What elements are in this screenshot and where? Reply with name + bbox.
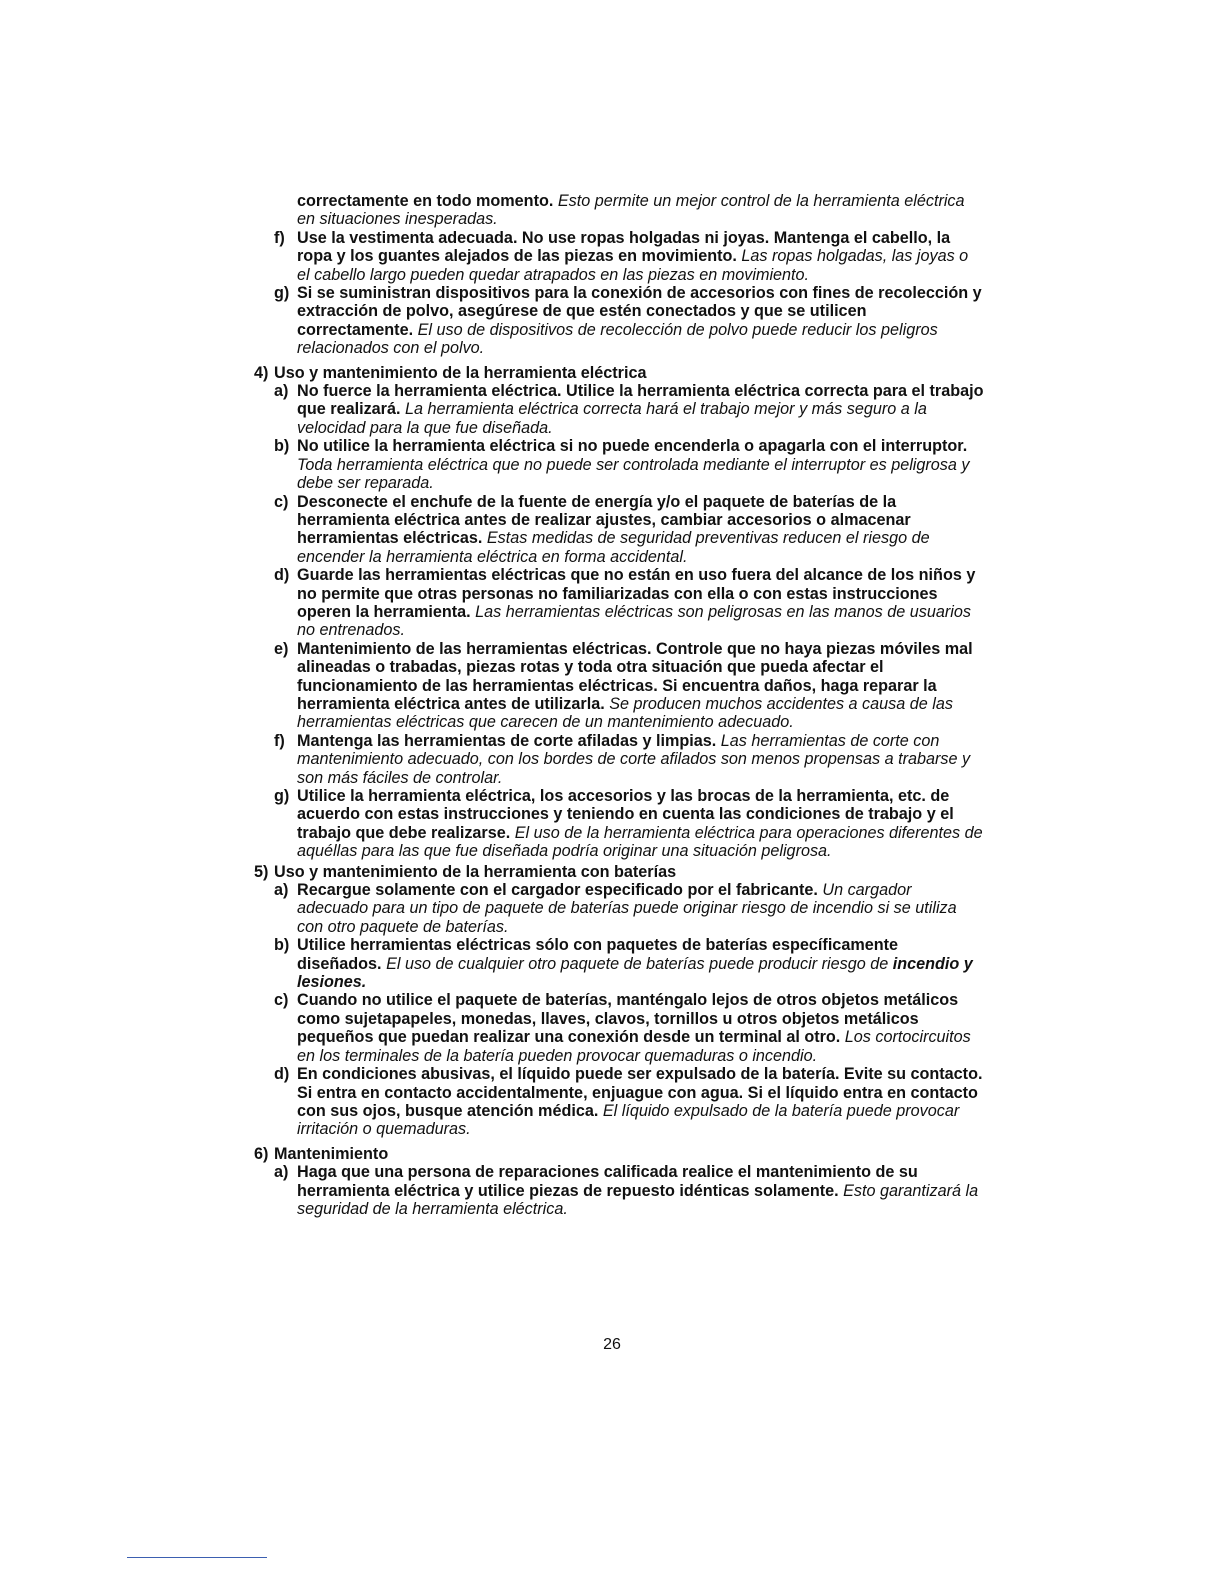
item-bold: Haga que una persona de reparaciones calificada realice el mantenimiento de su herramienta eléctrica y utilice piezas de repuesto idénticas solamente.	[297, 1163, 918, 1200]
list-item	[254, 787, 984, 861]
item-italic: La herramienta eléctrica correcta hará el trabajo mejor y más seguro a la velocidad para la que fue diseñada.	[297, 400, 927, 437]
item-bold-italic: incendio y lesiones.	[297, 954, 973, 992]
list-item	[254, 566, 984, 640]
item-italic: Las herramientas eléctricas son peligrosas en las manos de usuarios no entrenados.	[297, 602, 971, 640]
section-title: Mantenimiento	[274, 1144, 389, 1163]
list-item	[254, 1065, 984, 1139]
list-item	[254, 936, 984, 991]
item-bold: No fuerce la herramienta eléctrica. Utilice la herramienta eléctrica correcta para el trabajo que realizará.	[297, 382, 984, 419]
item-italic: Se producen muchos accidentes a causa de las herramientas eléctricas que carecen de un mantenimiento adecuado.	[297, 694, 953, 732]
item-letter: a)	[274, 881, 289, 900]
item-bold: Recargue solamente con el cargador especificado por el fabricante.	[297, 881, 818, 900]
item-italic: Estas medidas de seguridad preventivas reducen el riesgo de encender la herramienta eléctrica en forma accidental.	[297, 529, 930, 566]
item-letter: d)	[274, 1065, 290, 1084]
item-letter: f)	[274, 731, 285, 750]
item-italic: El líquido expulsado de la batería puede provocar irritación o quemaduras.	[297, 1101, 960, 1139]
item-letter: f)	[274, 228, 285, 247]
section-heading-6	[254, 1145, 984, 1163]
item-italic: Las herramientas de corte con mantenimiento adecuado, con los bordes de corte afilados son menos propensas a trabarse y son más fáciles de controlar.	[297, 731, 971, 787]
list-item	[254, 284, 984, 358]
item-bold: Utilice herramientas eléctricas sólo con paquetes de baterías específicamente diseñados.	[297, 936, 898, 973]
intro-italic: Esto permite un mejor control de la herramienta eléctrica en situaciones inesperadas.	[297, 192, 965, 229]
section-number: 6)	[254, 1144, 269, 1163]
list-item	[254, 493, 984, 567]
list-item	[254, 382, 984, 437]
item-letter: d)	[274, 566, 290, 585]
item-bold: Mantenga las herramientas de corte afiladas y limpias.	[297, 731, 717, 750]
section-title: Uso y mantenimiento de la herramienta eléctrica	[274, 363, 647, 382]
item-letter: b)	[274, 437, 290, 456]
item-italic: El uso de cualquier otro paquete de baterías puede producir riesgo de	[386, 954, 889, 973]
item-italic: Esto garantizará la seguridad de la herramienta eléctrica.	[297, 1181, 979, 1218]
item-letter: c)	[274, 492, 289, 511]
section-heading-4	[254, 364, 984, 382]
item-italic: Los cortocircuitos en los terminales de la batería pueden provocar quemaduras o incendio.	[297, 1028, 971, 1065]
section-number: 5)	[254, 862, 269, 881]
item-bold: Mantenimiento de las herramientas eléctricas. Controle que no haya piezas móviles mal alineadas o trabadas, piezas rotas y toda otra situación que pueda afectar el funcionamiento de las herramientas eléctricas. Si encuentra daños, haga reparar la herramienta eléctrica antes de utilizarla.	[297, 639, 973, 713]
footer-rule	[127, 1557, 267, 1558]
item-italic: Las ropas holgadas, las joyas o el cabello largo pueden quedar atrapados en las piezas en movimiento.	[297, 247, 969, 284]
item-letter: c)	[274, 991, 289, 1010]
list-item	[254, 732, 984, 787]
item-bold: No utilice la herramienta eléctrica si no puede encenderla o apagarla con el interruptor.	[297, 437, 968, 456]
item-italic: El uso de la herramienta eléctrica para operaciones diferentes de aquéllas para las que fue diseñada podría originar una situación peligrosa.	[297, 823, 983, 861]
item-bold: Si se suministran dispositivos para la conexión de accesorios con fines de recolección y extracción de polvo, asegúrese de que estén conectados y que se utilicen correctamente.	[297, 284, 982, 339]
section-title: Uso y mantenimiento de la herramienta con baterías	[274, 862, 677, 881]
item-italic: Un cargador adecuado para un tipo de paquete de baterías puede originar riesgo de incendio si se utiliza con otro paquete de baterías.	[297, 881, 957, 936]
item-letter: a)	[274, 382, 289, 401]
item-bold: Desconecte el enchufe de la fuente de energía y/o el paquete de baterías de la herramienta eléctrica antes de realizar ajustes, cambiar accesorios o almacenar herramientas eléctricas.	[297, 492, 911, 548]
page-content	[254, 192, 984, 1218]
item-bold: En condiciones abusivas, el líquido puede ser expulsado de la batería. Evite su contacto. Si entra en contacto accidentalmente, enjuague con agua. Si el líquido entra en contacto con sus ojos, busque atención médica.	[297, 1065, 983, 1120]
item-bold: Guarde las herramientas eléctricas que no están en uso fuera del alcance de los niños y no permite que otras personas no familiarizadas con ella o con estas instrucciones operen la herramienta.	[297, 566, 976, 621]
item-letter: b)	[274, 936, 290, 955]
item-letter: e)	[274, 639, 289, 658]
list-item	[254, 229, 984, 284]
section-heading-5	[254, 863, 984, 881]
item-letter: g)	[274, 787, 290, 805]
page-number: 26	[603, 1336, 621, 1353]
item-bold: Cuando no utilice el paquete de baterías, manténgalo lejos de otros objetos metálicos como sujetapapeles, monedas, llaves, clavos, tornillos u otros objetos metálicos pequeños que puedan realizar una conexión desde un terminal al otro.	[297, 991, 959, 1047]
intro-paragraph	[254, 192, 984, 229]
list-item	[254, 991, 984, 1065]
list-item	[254, 881, 984, 936]
intro-bold: correctamente en todo momento.	[297, 192, 554, 210]
item-bold: Use la vestimenta adecuada. No use ropas holgadas ni joyas. Mantenga el cabello, la ropa y los guantes alejados de las piezas en movimiento.	[297, 228, 951, 266]
list-item	[254, 437, 984, 492]
item-bold: Utilice la herramienta eléctrica, los accesorios y las brocas de la herramienta, etc. de acuerdo con estas instrucciones y teniendo en cuenta las condiciones de trabajo y el trabajo que debe realizarse.	[297, 787, 954, 842]
item-italic: Toda herramienta eléctrica que no puede ser controlada mediante el interruptor es peligrosa y debe ser reparada.	[297, 455, 970, 493]
list-item	[254, 1163, 984, 1218]
item-letter: a)	[274, 1163, 289, 1182]
section-number: 4)	[254, 363, 269, 382]
list-item	[254, 640, 984, 732]
item-italic: El uso de dispositivos de recolección de polvo puede reducir los peligros relacionados con el polvo.	[297, 320, 938, 358]
item-letter: g)	[274, 284, 290, 303]
